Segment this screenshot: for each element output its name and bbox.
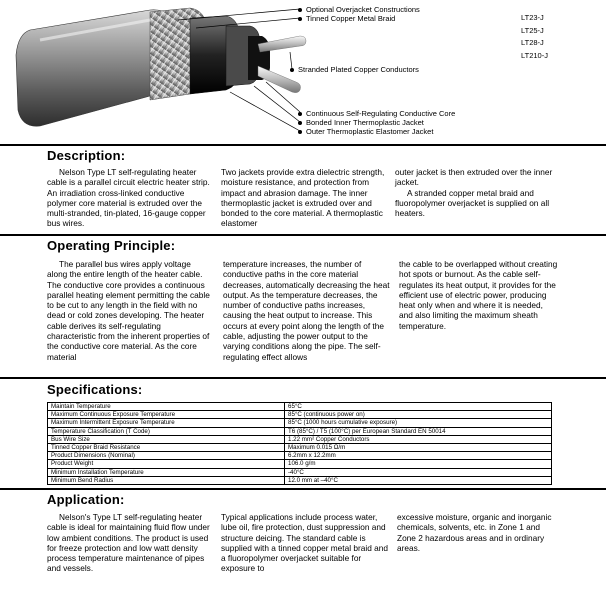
table-row (48, 435, 552, 443)
table-row (48, 427, 552, 435)
spec-value: 65°C (285, 403, 552, 411)
spec-value: -40°C (285, 468, 552, 476)
table-row (48, 403, 552, 411)
description-col-3-para-2: A stranded copper metal braid and fluoropolymer overjacket is supplied on all heaters. (395, 187, 550, 219)
application-col-2: Typical applications include process water, lube oil, fire protection, dust suppression and structure deicing. The standard cable is supplied with a tinned copper metal braid and a fluoropolymer overjacket suitable for exposure to (221, 512, 388, 574)
spec-label: Product Weight (48, 460, 285, 468)
spec-value: 85°C (1000 hours cumulative exposure) (285, 419, 552, 427)
table-row (48, 443, 552, 451)
application-col-1: Nelson's Type LT self-regulating heater cable is ideal for maintaining fluid flow under low ambient conditions. The product is used for freeze protection and low watt density process temperature maintenance of pipes and vessels. (47, 512, 210, 574)
callout-braid: Tinned Copper Metal Braid (298, 14, 395, 23)
specifications-table (47, 402, 552, 485)
table-row (48, 460, 552, 468)
description-heading: Description: (47, 148, 126, 163)
section-divider (0, 234, 606, 236)
model-number: LT28-J (521, 38, 544, 47)
spec-label: Bus Wire Size (48, 435, 285, 443)
spec-value: Maximum 0.015 Ω/m (285, 443, 552, 451)
table-row (48, 452, 552, 460)
section-divider (0, 377, 606, 379)
table-row (48, 468, 552, 476)
spec-label: Minimum Bend Radius (48, 476, 285, 484)
spec-label: Maximum Intermittent Exposure Temperature (48, 419, 285, 427)
spec-value: 85°C (continuous power on) (285, 411, 552, 419)
operating-principle-heading: Operating Principle: (47, 238, 176, 253)
description-col-3 (395, 167, 560, 218)
spec-value: T6 (85°C) / T5 (100°C) per European Standard EN 50014 (285, 427, 552, 435)
spec-value: 106.0 g/m (285, 460, 552, 468)
table-row (48, 419, 552, 427)
table-row (48, 476, 552, 484)
spec-value: 12.0 mm at –40°C (285, 476, 552, 484)
callout-inner-jacket: Bonded Inner Thermoplastic Jacket (298, 118, 424, 127)
table-row (48, 411, 552, 419)
application-heading: Application: (47, 492, 125, 507)
spec-value: 1.22 mm² Copper Conductors (285, 435, 552, 443)
model-list (521, 12, 548, 62)
spec-label: Product Dimensions (Nominal) (48, 452, 285, 460)
model-number: LT210-J (521, 50, 548, 60)
section-divider (0, 488, 606, 490)
callout-outer-jacket: Outer Thermoplastic Elastomer Jacket (298, 127, 433, 136)
spec-label: Minimum Installation Temperature (48, 468, 285, 476)
operating-col-3: the cable to be overlapped without creating hot spots or burnout. As the cable self-regulates its heat output, it provides for the efficient use of electric power, producing heat only when and where it is needed, and also limiting the maximum sheath temperature. (399, 259, 558, 331)
description-col-3-para-1: outer jacket is then extruded over the inner jacket. (395, 167, 553, 188)
model-number: LT25-J (521, 25, 544, 35)
spec-label: Temperature Classification (T Code) (48, 427, 285, 435)
section-divider (0, 144, 606, 146)
cable-illustration (0, 0, 606, 143)
callout-core: Continuous Self-Regulating Conductive Core (298, 109, 455, 118)
application-col-3: excessive moisture, organic and inorganic chemicals, solvents, etc. in Zone 1 and Zone 2 hazardous areas and in ordinary areas. (397, 512, 552, 553)
callout-overjacket: Optional Overjacket Constructions (298, 5, 420, 14)
spec-label: Maintain Temperature (48, 403, 285, 411)
spec-value: 6.2mm x 12.2mm (285, 452, 552, 460)
description-col-2: Two jackets provide extra dielectric strength, moisture resistance, and protection from impact and abrasion damage. The inner thermoplastic jacket is extruded over and bonded to the core material. A thermoplastic elastomer (221, 167, 385, 229)
callout-conductors: Stranded Plated Copper Conductors (290, 65, 419, 74)
spec-label: Maximum Continuous Exposure Temperature (48, 411, 285, 419)
operating-col-2: temperature increases, the number of conductive paths in the core material decreases, automatically decreasing the heat output. As the temperature decreases, the number of conductive paths increases, causing the heat output to increase. This occurs at every point along the length of the cable, adjusting the power output to the varying conditions along the pipe. The self-regulating effect allows (223, 259, 390, 362)
operating-col-1: The parallel bus wires apply voltage along the entire length of the heater cable. The conductive core provides a continuous parallel heating element permitting the cable to be cut to any length in the field with no dead or cold zones developing. The heater cable derives its self-regulating characteristic from the inherent properties of the conductive core material. As the core material (47, 259, 210, 362)
description-col-1: Nelson Type LT self-regulating heater cable is a parallel circuit electric heater strip. An irradiation cross-linked conductive polymer core material is extruded over the multi-stranded, tin-plated, 16-gauge copper bus wires. (47, 167, 210, 229)
specifications-heading: Specifications: (47, 382, 143, 397)
spec-label: Tinned Copper Braid Resistance (48, 443, 285, 451)
model-number: LT23-J (521, 13, 544, 22)
